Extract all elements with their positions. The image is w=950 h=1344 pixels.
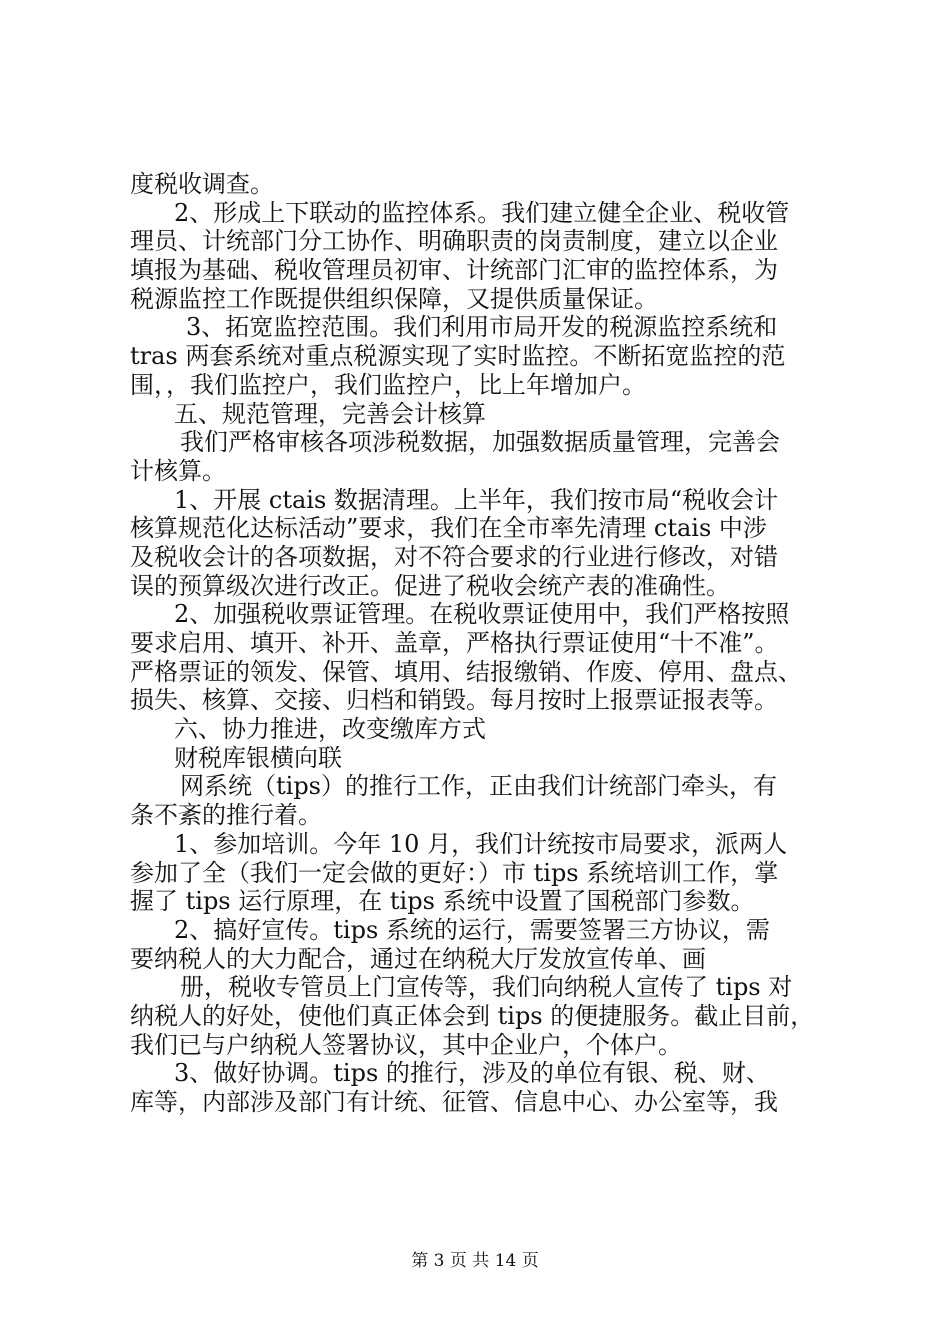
- text-line: 握了 tips 运行原理，在 tips 系统中设置了国税部门参数。: [130, 887, 755, 916]
- text-line: 计核算。: [130, 456, 226, 485]
- text-line: 要纳税人的大力配合，通过在纳税大厅发放宣传单、画: [130, 944, 706, 973]
- text-line: 2、加强税收票证管理。在税收票证使用中，我们严格按照: [174, 600, 790, 629]
- text-line: 我们已与户纳税人签署协议，其中企业户，个体户。: [130, 1030, 682, 1059]
- text-line: 3、拓宽监控范围。我们利用市局开发的税源监控系统和: [186, 313, 778, 342]
- text-line: 库等，内部涉及部门有计统、征管、信息中心、办公室等，我: [130, 1088, 778, 1116]
- text-line: 核算规范化达标活动”要求，我们在全市率先清理 ctais 中涉: [130, 514, 767, 543]
- text-line: 3、做好协调。tips 的推行，涉及的单位有银、税、财、: [174, 1059, 770, 1088]
- text-line: 要求启用、填开、补开、盖章，严格执行票证使用“十不准”。: [130, 629, 779, 657]
- text-line: 及税收会计的各项数据，对不符合要求的行业进行修改，对错: [130, 542, 778, 571]
- text-line: 1、参加培训。今年 10 月，我们计统按市局要求，派两人: [174, 829, 788, 858]
- text-line: 册，税收专管员上门宣传等，我们向纳税人宣传了 tips 对: [180, 973, 793, 1002]
- text-line: 严格票证的领发、保管、填用、结报缴销、作废、停用、盘点、: [130, 657, 802, 686]
- text-line: 1、开展 ctais 数据清理。上半年，我们按市局“税收会计: [174, 485, 779, 514]
- text-line: 纳税人的好处，使他们真正体会到 tips 的便捷服务。截止目前，: [130, 1001, 815, 1030]
- text-line: 条不紊的推行着。: [130, 801, 322, 830]
- text-line: 网系统（tips）的推行工作，正由我们计统部门牵头，有: [180, 772, 777, 801]
- text-line: 填报为基础、税收管理员初审、计统部门汇审的监控体系，为: [130, 256, 778, 285]
- text-line: 我们严格审核各项涉税数据，加强数据质量管理，完善会: [180, 428, 780, 457]
- text-line: 度税收调查。: [130, 170, 274, 198]
- text-line: 损失、核算、交接、归档和销毁。每月按时上报票证报表等。: [130, 686, 778, 715]
- text-line: 参加了全（我们一定会做的更好：）市 tips 系统培训工作，掌: [130, 858, 779, 887]
- text-line: 税源监控工作既提供组织保障，又提供质量保证。: [130, 284, 658, 313]
- body-text: [130, 170, 830, 1117]
- section-heading: 五、规范管理，完善会计核算: [174, 399, 486, 428]
- text-line: 误的预算级次进行改正。促进了税收会统产表的准确性。: [130, 571, 730, 600]
- text-line: tras 两套系统对重点税源实现了实时监控。不断拓宽监控的范: [130, 342, 786, 371]
- text-line: 财税库银横向联: [174, 743, 342, 772]
- page-footer: 第 3 页 共 14 页: [411, 1251, 539, 1271]
- text-line: 围，，我们监控户，我们监控户，比上年增加户。: [130, 370, 646, 399]
- text-line: 2、搞好宣传。tips 系统的运行，需要签署三方协议，需: [174, 915, 770, 944]
- section-heading: 六、协力推进，改变缴库方式: [174, 715, 486, 744]
- text-line: 理员、计统部门分工协作、明确职责的岗责制度，建立以企业: [130, 227, 778, 256]
- text-line: 2、形成上下联动的监控体系。我们建立健全企业、税收管: [174, 198, 790, 227]
